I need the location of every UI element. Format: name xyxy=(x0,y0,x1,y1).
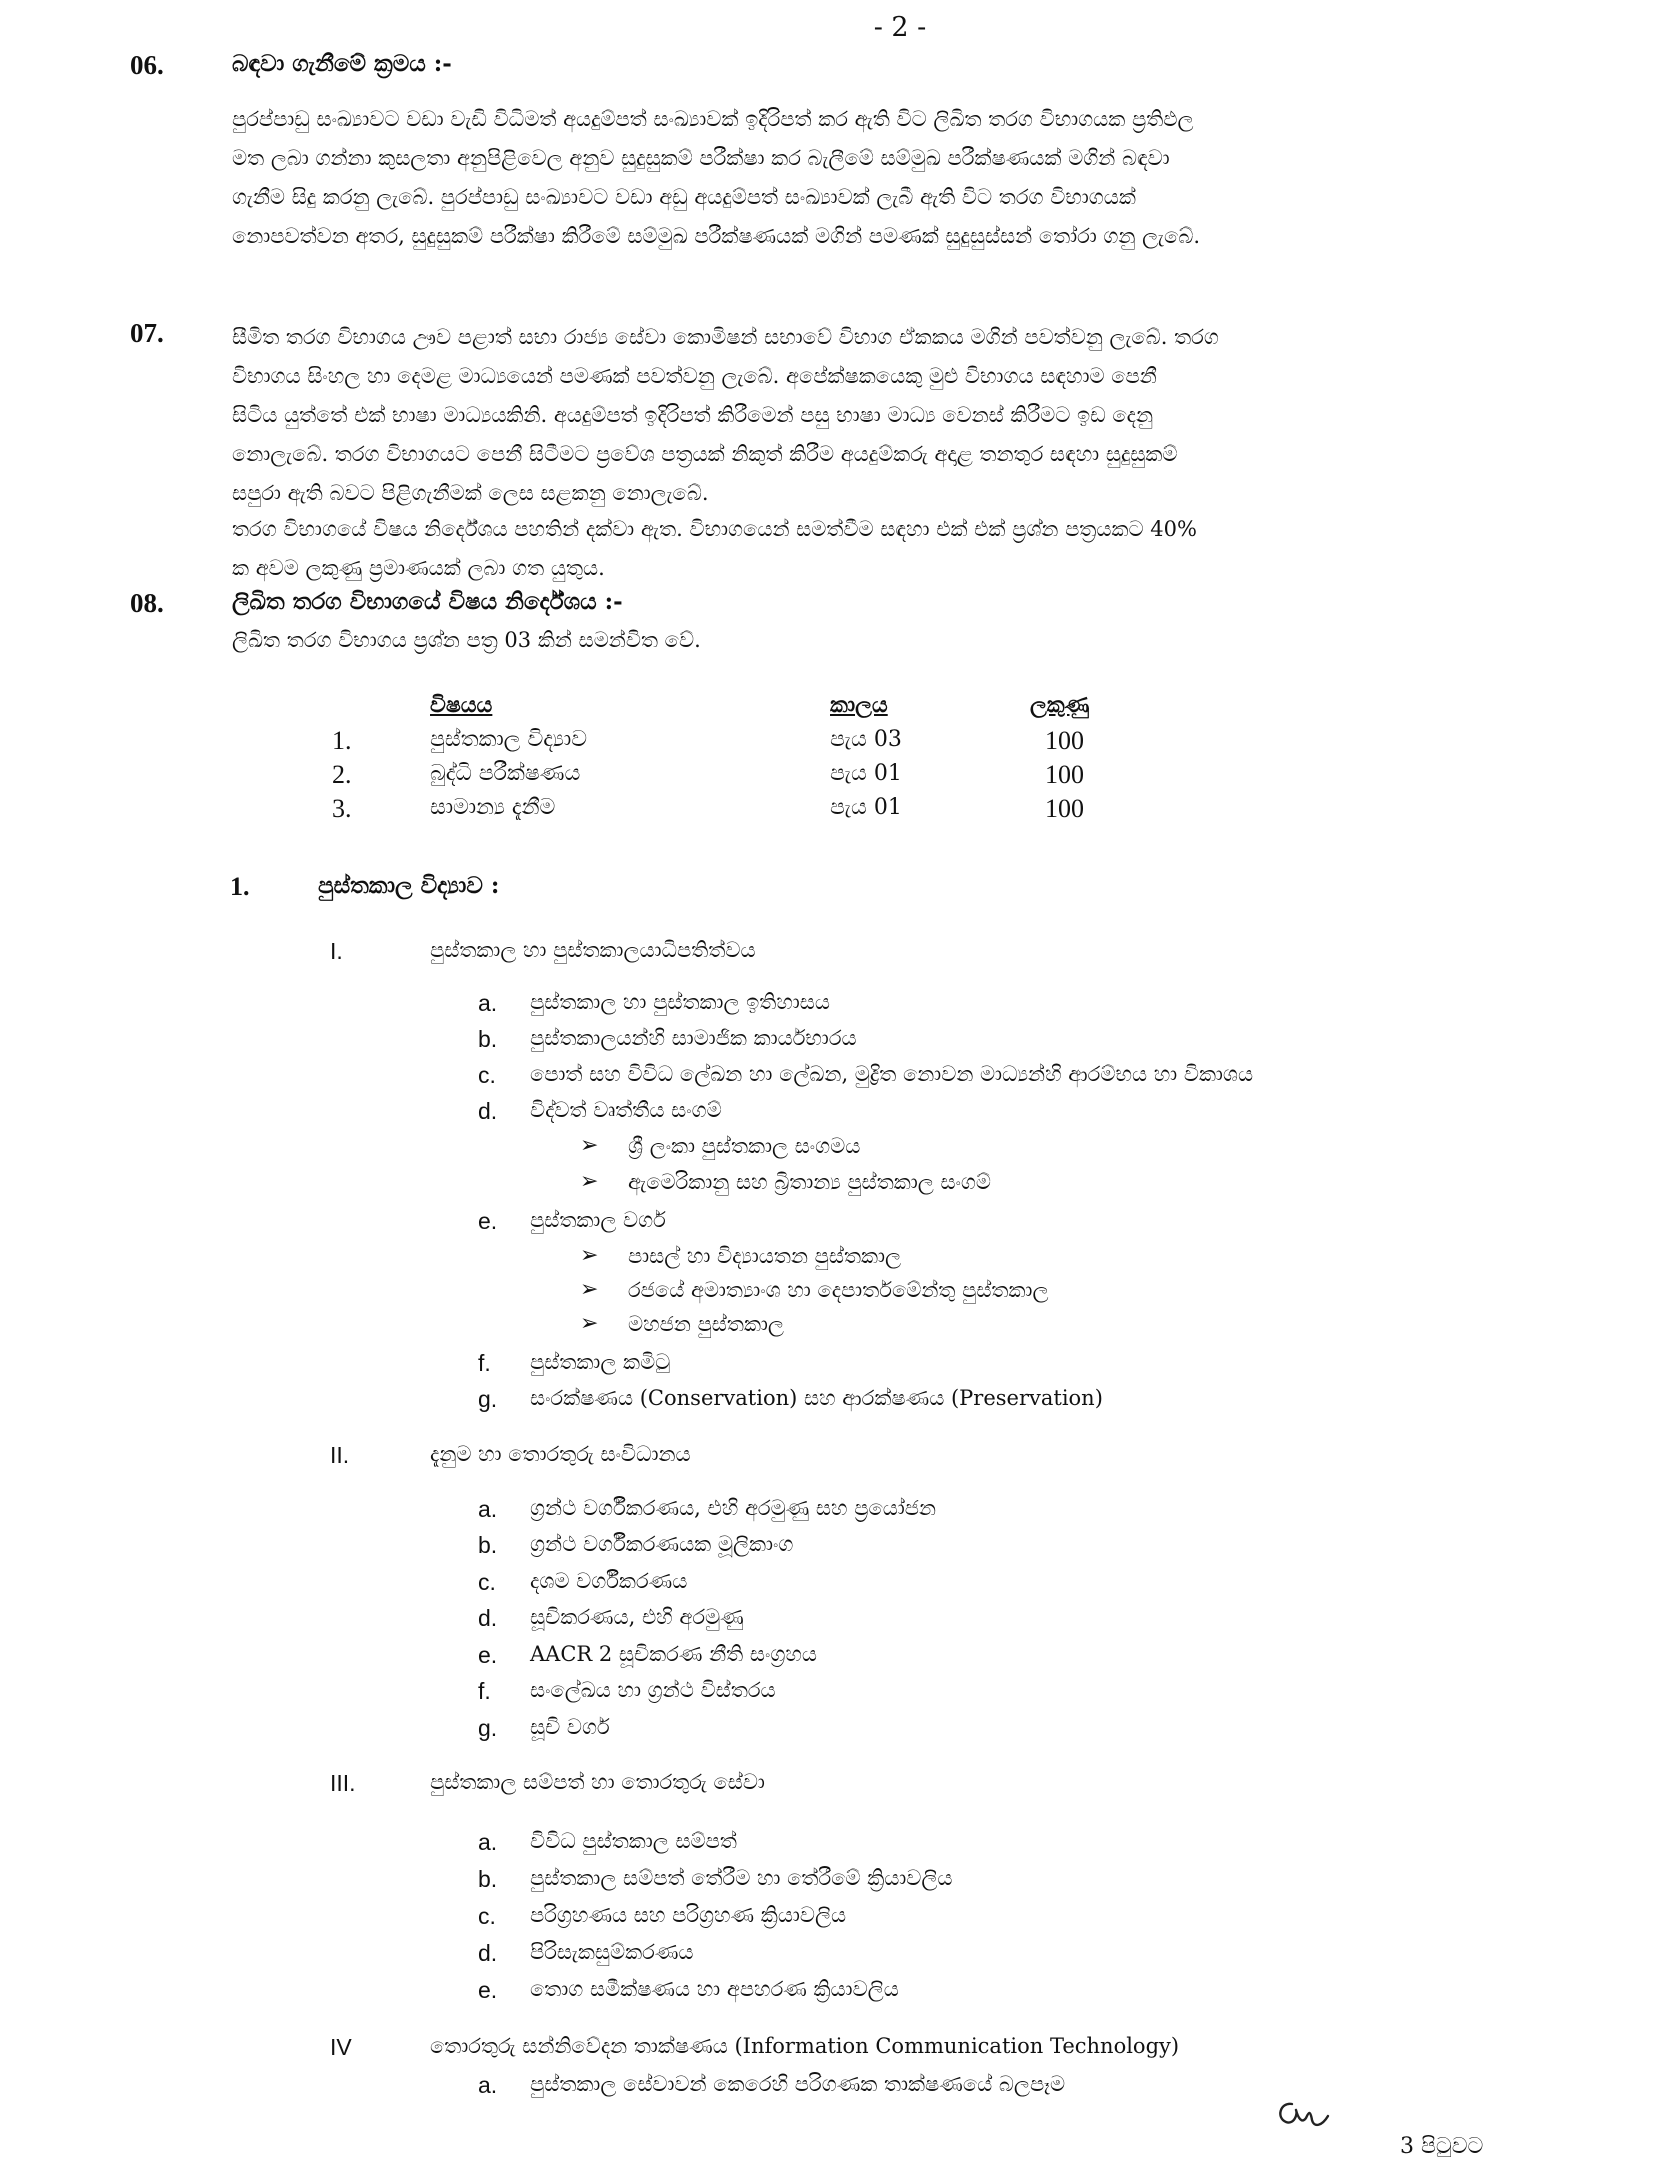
section-06-paragraph xyxy=(232,100,1527,256)
item-text: පරිග්‍රහණය සහ පරිග්‍රහණ ක්‍රියාවලිය xyxy=(530,1903,847,1927)
section-07-line: සිටිය යුත්තේ එක් භාෂා මාධ්‍යයකිනි. අයදුම්පත් ඉදිරිපත් කිරීමෙන් පසු භාෂා මාධ්‍ය වෙනස් කිරීමට ඉඩ දෙනු xyxy=(232,403,1154,427)
item-letter: f. xyxy=(478,1678,491,1704)
sub-item-text: පාසල් හා විද්‍යායතන පුස්තකාල xyxy=(628,1244,902,1268)
syllabus-title: පුස්තකාල විද්‍යාව : xyxy=(318,872,500,899)
item-text: පිරිසැකසුම්කරණය xyxy=(530,1940,694,1964)
section-06-line: මත ලබා ගන්නා කුසලතා අනුපිළිවෙල අනුව සුදුසුකම් පරීක්ෂා කර බැලීමේ සම්මුඛ පරීක්ෂණයක් මගින් බඳවා xyxy=(232,146,1170,170)
item-text: දශම වර්ගීකරණය xyxy=(530,1569,688,1593)
item-letter: e. xyxy=(478,1208,498,1234)
part-2-roman: II. xyxy=(330,1442,350,1468)
item-text: පොත් සහ විවිධ ලේඛන හා ලේඛන, මුද්‍රිත නොවන මාධ්‍යන්හි ආරම්භය හා විකාශය xyxy=(530,1062,1254,1086)
table-cell-time: පැය 03 xyxy=(830,727,902,752)
part-4-title: තොරතුරු සන්නිවේදන තාක්ෂණය (Information Communication Technology) xyxy=(430,2034,1180,2058)
table-row-number: 3. xyxy=(332,794,352,823)
table-cell-subject: සාමාන්‍ය දැනීම xyxy=(430,795,556,820)
part-3-roman: III. xyxy=(330,1770,356,1796)
page-number: - 2 - xyxy=(873,12,927,43)
item-text: සූචිකරණය, එහි අරමුණු xyxy=(530,1605,744,1629)
item-letter: d. xyxy=(478,1605,498,1631)
item-letter: a. xyxy=(478,990,498,1016)
table-cell-marks: 100 xyxy=(1045,760,1084,789)
syllabus-number: 1. xyxy=(230,872,250,901)
arrow-bullet-icon: ➢ xyxy=(580,1311,599,1336)
item-text: විද්වත් වෘත්තීය සංගම් xyxy=(530,1098,722,1122)
item-letter: f. xyxy=(478,1350,491,1376)
item-letter: b. xyxy=(478,1026,498,1052)
section-06-line: නොපවත්වන අතර, සුදුසුකම් පරීක්ෂා කිරීමේ සම්මුඛ පරීක්ෂණයක් මගින් පමණක් සුදුසුස්සන් තෝරා ගනු ලැබේ. xyxy=(232,224,1201,248)
section-08-number: 08. xyxy=(130,588,164,618)
item-letter: c. xyxy=(478,1903,496,1929)
table-cell-time: පැය 01 xyxy=(830,761,902,786)
arrow-bullet-icon: ➢ xyxy=(580,1133,599,1158)
part-3-title: පුස්තකාල සම්පත් හා තොරතුරු සේවා xyxy=(430,1770,765,1794)
section-07-number: 07. xyxy=(130,318,164,348)
item-letter: g. xyxy=(478,1715,498,1741)
table-header-marks: ලකුණු xyxy=(1030,692,1090,718)
table-cell-subject: පුස්තකාල විද්‍යාව xyxy=(430,727,588,752)
item-letter: e. xyxy=(478,1642,498,1668)
table-cell-time: පැය 01 xyxy=(830,795,902,820)
item-text: සංරක්ෂණය (Conservation) සහ ආරක්ෂණය (Preservation) xyxy=(530,1386,1103,1410)
item-letter: c. xyxy=(478,1569,496,1595)
item-text: පුස්තකාල කමිටු xyxy=(530,1350,671,1374)
table-cell-marks: 100 xyxy=(1045,726,1084,755)
item-text: සූචි වර්ග xyxy=(530,1715,610,1739)
part-2-title: දැනුම හා තොරතුරු සංවිධානය xyxy=(430,1442,691,1466)
item-text: පුස්තකාල සේවාවන් කෙරෙහි පරිගණක තාක්ෂණයේ බලපෑම xyxy=(530,2072,1066,2096)
table-header-subject: විෂයය xyxy=(430,692,493,718)
initials-signature xyxy=(1272,2098,1332,2134)
section-07-line: සපුරා ඇති බවට පිළිගැනීමක් ලෙස සළකනු නොලැබේ. xyxy=(232,481,709,505)
section-08-intro: ලිඛිත තරග විභාගය ප්‍රශ්න පත්‍ර 03 කින් සමන්විත වේ. xyxy=(232,628,701,652)
table-header-time: කාලය xyxy=(830,692,888,718)
section-07-line: විභාගය සිංහල හා දෙමළ මාධ්‍යයෙන් පමණක් පවත්වනු ලැබේ. අපේක්ෂකයෙකු මුළු විභාගය සඳහාම පෙනී xyxy=(232,364,1157,388)
item-letter: a. xyxy=(478,1829,498,1855)
item-text: ග්‍රන්ථ වර්ගීකරණය, එහි අරමුණු සහ ප්‍රයෝජන xyxy=(530,1496,937,1520)
item-letter: a. xyxy=(478,1496,498,1522)
section-07-paragraph-2 xyxy=(232,471,1527,588)
section-06-heading: බඳවා ගැනීමේ ක්‍රමය :- xyxy=(232,50,452,77)
table-cell-subject: බුද්ධි පරීක්ෂණය xyxy=(430,761,581,786)
item-letter: e. xyxy=(478,1977,498,2003)
arrow-bullet-icon: ➢ xyxy=(580,1277,599,1302)
part-4-roman: IV xyxy=(330,2034,352,2060)
table-row-number: 2. xyxy=(332,760,352,789)
item-text: සංලේඛය හා ග්‍රන්ථ විස්තරය xyxy=(530,1678,776,1702)
section-07-line: සීමිත තරග විභාගය ඌව පළාත් සභා රාජ්‍ය සේවා කොමිෂන් සභාවේ විභාග ඒකකය මගින් පවත්වනු ලැබේ. තරග xyxy=(232,325,1219,349)
section-08-heading: ලිඛිත තරග විභාගයේ විෂය නිර්දේශය :- xyxy=(232,588,623,615)
section-07-line: තරග විභාගයේ විෂය නිර්දේශය පහතින් දක්වා ඇත. විභාගයෙන් සමත්වීම සඳහා එක් එක් ප්‍රශ්න පත්‍රයකට 40% xyxy=(232,517,1197,541)
item-letter: b. xyxy=(478,1866,498,1892)
item-letter: a. xyxy=(478,2072,498,2098)
item-text: පුස්තකාලයන්හි සාමාජික කාර්යභාරය xyxy=(530,1026,857,1050)
arrow-bullet-icon: ➢ xyxy=(580,1243,599,1268)
item-letter: b. xyxy=(478,1532,498,1558)
part-1-roman: I. xyxy=(330,938,343,964)
item-letter: d. xyxy=(478,1940,498,1966)
item-text: පුස්තකාල සම්පත් තේරීම හා තේරීමේ ක්‍රියාවලිය xyxy=(530,1866,953,1890)
section-07-line: නොලැබේ. තරග විභාගයට පෙනී සිටීමට ප්‍රවේශ පත්‍රයක් නිකුත් කිරීම අයදුම්කරු අදාළ තනතුර සඳහා සුදුසුකම් xyxy=(232,442,1178,466)
table-row-number: 1. xyxy=(332,726,352,755)
sub-item-text: ශ්‍රී ලංකා පුස්තකාල සංගමය xyxy=(628,1134,861,1158)
section-06-line: ගැනීම සිදු කරනු ලැබේ. පුරප්පාඩු සංඛ්‍යාවට වඩා අඩු අයදුම්පත් සංඛ්‍යාවක් ලැබී ඇති විට තරග විභාගයක් xyxy=(232,185,1136,209)
sub-item-text: මහජන පුස්තකාල xyxy=(628,1312,784,1336)
item-letter: d. xyxy=(478,1098,498,1124)
sub-item-text: රජයේ අමාත්‍යාංශ හා දෙපාර්තමේන්තු පුස්තකාල xyxy=(628,1278,1049,1302)
section-06-number: 06. xyxy=(130,50,164,80)
table-cell-marks: 100 xyxy=(1045,794,1084,823)
part-1-title: පුස්තකාල හා පුස්තකාලයාධිපතිත්වය xyxy=(430,938,756,962)
item-text: පුස්තකාල වර්ග xyxy=(530,1208,666,1232)
item-text: AACR 2 සූචිකරණ නීති සංග්‍රහය xyxy=(530,1642,817,1666)
sub-item-text: ඇමෙරිකානු සහ බ්‍රිතාන්‍ය පුස්තකාල සංගම් xyxy=(628,1170,992,1194)
next-page-note: 3 පිටුවට xyxy=(1400,2134,1484,2159)
item-letter: c. xyxy=(478,1062,496,1088)
item-text: විවිධ පුස්තකාල සම්පත් xyxy=(530,1829,737,1853)
item-letter: g. xyxy=(478,1386,498,1412)
item-text: ග්‍රන්ථ වර්ගීකරණයක මූලිකාංග xyxy=(530,1532,794,1556)
item-text: පුස්තකාල හා පුස්තකාල ඉතිහාසය xyxy=(530,990,830,1014)
item-text: තොග සමීක්ෂණය හා අපහරණ ක්‍රියාවලිය xyxy=(530,1977,899,2001)
arrow-bullet-icon: ➢ xyxy=(580,1169,599,1194)
section-06-line: පුරප්පාඩු සංඛ්‍යාවට වඩා වැඩි විධිමත් අයදුම්පත් සංඛ්‍යාවක් ඉදිරිපත් කර ඇති විට ලිඛිත තරග විභාගයක ප්‍රතිඵල xyxy=(232,107,1194,131)
section-07-line: ක අවම ලකුණු ප්‍රමාණයක් ලබා ගත යුතුය. xyxy=(232,556,605,580)
